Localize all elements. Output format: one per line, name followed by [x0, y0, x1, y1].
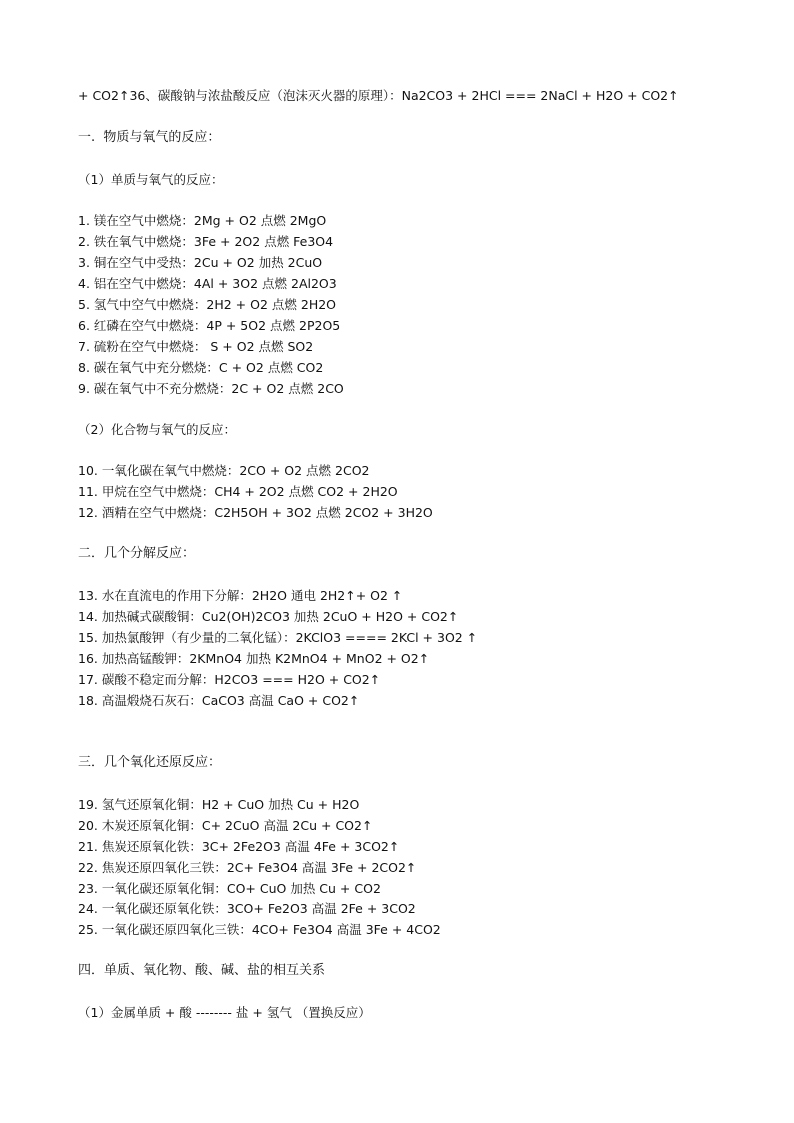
- reaction-line: 12. 酒精在空气中燃烧：C2H5OH + 3O2 点燃 2CO2 + 3H2O: [78, 505, 433, 520]
- reaction-line: 15. 加热氯酸钾（有少量的二氧化锰）：2KClO3 ==== 2KCl + 3O2 ↑: [78, 630, 478, 645]
- reaction-line: 19. 氢气还原氧化铜：H2 + CuO 加热 Cu + H2O: [78, 797, 360, 812]
- section-2-heading: 二．几个分解反应：: [78, 546, 196, 561]
- section-4-heading: 四．单质、氧化物、酸、碱、盐的相互关系: [78, 963, 326, 978]
- section-1-heading: 一. 物质与氧气的反应：: [78, 130, 221, 145]
- reaction-line: 3. 铜在空气中受热：2Cu + O2 加热 2CuO: [78, 255, 323, 270]
- reaction-line: 14. 加热碱式碳酸铜：Cu2(OH)2CO3 加热 2CuO + H2O + CO2↑: [78, 609, 459, 624]
- section-1-subheading-elements: （1）单质与氧气的反应：: [78, 172, 224, 187]
- reaction-line: 11. 甲烷在空气中燃烧：CH4 + 2O2 点燃 CO2 + 2H2O: [78, 484, 398, 499]
- reaction-line: 21. 焦炭还原氧化铁：3C+ 2Fe2O3 高温 4Fe + 3CO2↑: [78, 839, 400, 854]
- reaction-line: 20. 木炭还原氧化铜：C+ 2CuO 高温 2Cu + CO2↑: [78, 818, 373, 833]
- reaction-line: 6. 红磷在空气中燃烧：4P + 5O2 点燃 2P2O5: [78, 318, 341, 333]
- reaction-line: 2. 铁在氧气中燃烧：3Fe + 2O2 点燃 Fe3O4: [78, 234, 334, 249]
- reaction-line: 10. 一氧化碳在氧气中燃烧：2CO + O2 点燃 2CO2: [78, 463, 370, 478]
- reaction-line: 25. 一氧化碳还原四氧化三铁：4CO+ Fe3O4 高温 3Fe + 4CO2: [78, 922, 441, 937]
- reaction-line: 7. 硫粉在空气中燃烧： S + O2 点燃 SO2: [78, 339, 314, 354]
- reaction-line: 24. 一氧化碳还原氧化铁：3CO+ Fe2O3 高温 2Fe + 3CO2: [78, 901, 416, 916]
- reaction-line: 13. 水在直流电的作用下分解：2H2O 通电 2H2↑+ O2 ↑: [78, 588, 403, 603]
- reaction-line: 4. 铝在空气中燃烧：4Al + 3O2 点燃 2Al2O3: [78, 276, 337, 291]
- section-4-subheading: （1）金属单质 + 酸 -------- 盐 + 氢气 （置换反应）: [78, 1005, 371, 1020]
- reaction-line: 18. 高温煅烧石灰石：CaCO3 高温 CaO + CO2↑: [78, 693, 360, 708]
- section-3-heading: 三．几个氧化还原反应：: [78, 755, 222, 770]
- reaction-line: 9. 碳在氧气中不充分燃烧：2C + O2 点燃 2CO: [78, 381, 344, 396]
- reaction-line: 17. 碳酸不稳定而分解：H2CO3 === H2O + CO2↑: [78, 672, 381, 687]
- reaction-line: 23. 一氧化碳还原氧化铜：CO+ CuO 加热 Cu + CO2: [78, 881, 381, 896]
- reaction-line: 5. 氢气中空气中燃烧：2H2 + O2 点燃 2H2O: [78, 297, 337, 312]
- reaction-line: 1. 镁在空气中燃烧：2Mg + O2 点燃 2MgO: [78, 213, 327, 228]
- reaction-line: 16. 加热高锰酸钾：2KMnO4 加热 K2MnO4 + MnO2 + O2↑: [78, 651, 430, 666]
- section-1-subheading-compounds: （2）化合物与氧气的反应：: [78, 422, 236, 437]
- reaction-line: 22. 焦炭还原四氧化三铁：2C+ Fe3O4 高温 3Fe + 2CO2↑: [78, 860, 417, 875]
- continuation-line: + CO2↑36、碳酸钠与浓盐酸反应（泡沫灭火器的原理）：Na2CO3 + 2HCl === 2NaCl + H2O + CO2↑: [78, 88, 679, 103]
- reaction-line: 8. 碳在氧气中充分燃烧：C + O2 点燃 CO2: [78, 360, 324, 375]
